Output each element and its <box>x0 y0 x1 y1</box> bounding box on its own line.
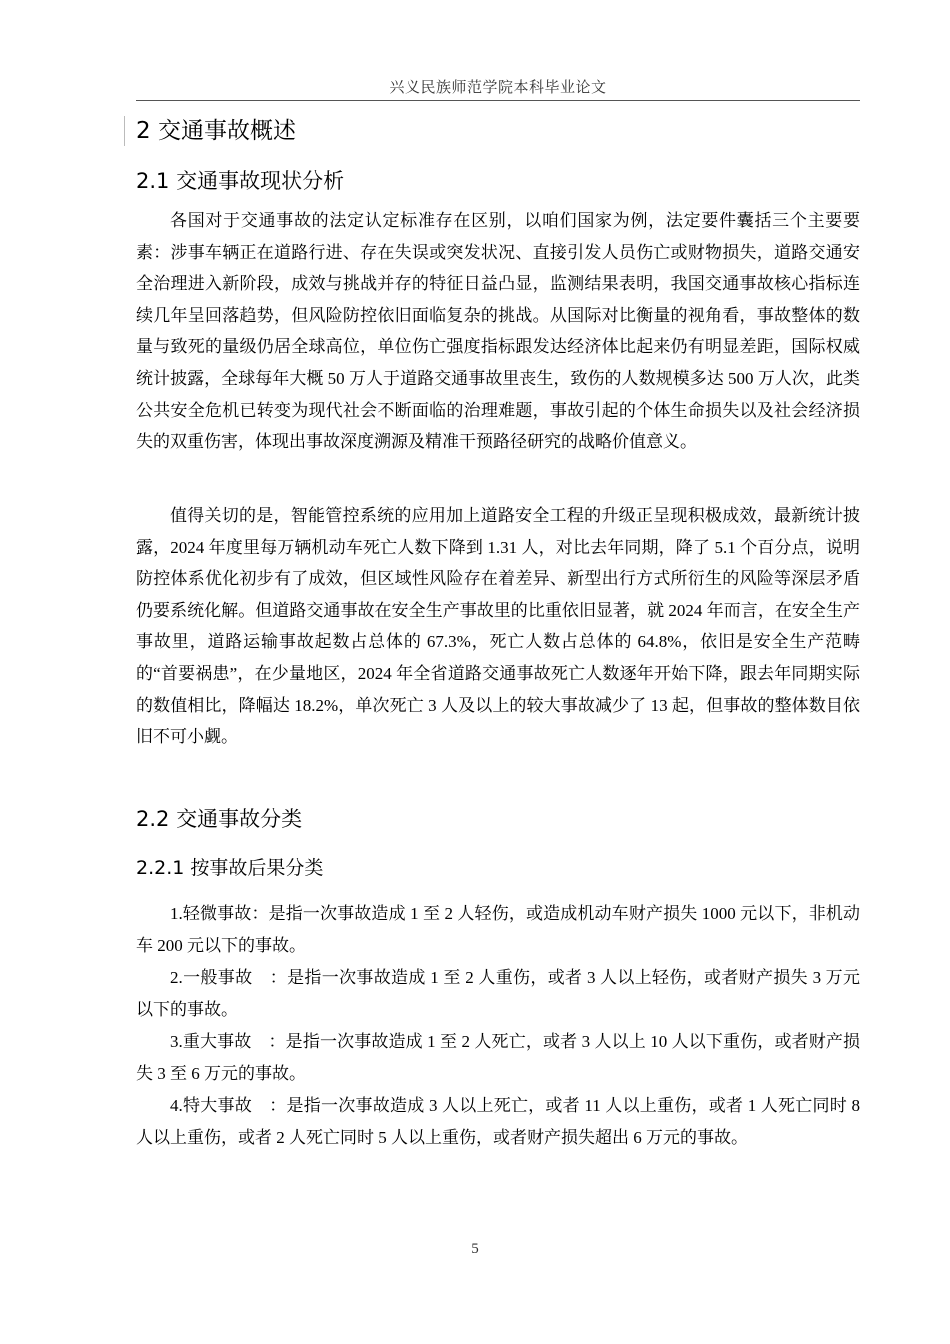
subsection-heading-2-2-1: 2.2.1 按事故后果分类 <box>136 857 324 879</box>
section-heading-2-1: 2.1 交通事故现状分析 <box>136 169 345 193</box>
list-item-severe-accident: 4.特大事故 ：是指一次事故造成 3 人以上死亡，或者 11 人以上重伤，或者 1 人死亡同时 8 人以上重伤，或者 2 人死亡同时 5 人以上重伤，或者财产损失超出 6 万元的事故。 <box>136 1096 860 1148</box>
section-heading-2-2: 2.2 交通事故分类 <box>136 807 303 831</box>
text-boundary-marker <box>124 116 125 146</box>
list-item-general-accident: 2.一般事故 ：是指一次事故造成 1 至 2 人重伤，或者 3 人以上轻伤，或者财产损失 3 万元以下的事故。 <box>136 968 860 1020</box>
running-header: 兴义民族师范学院本科毕业论文 <box>389 80 607 96</box>
chapter-heading: 2 交通事故概述 <box>136 118 296 144</box>
paragraph-status-1: 各国对于交通事故的法定认定标准存在区别，以咱们国家为例，法定要件囊括三个主要要素：涉事车辆正在道路行进、存在失误或突发状况、直接引发人员伤亡或财物损失，道路交通安全治理进入新阶段，成效与挑战并存的特征日益凸显，监测结果表明，我国交通事故核心指标连续几年呈回落趋势，但风险防控依旧面临复杂的挑战。从国际对比衡量的视角看，事故整体的数量与致死的量级仍居全球高位，单位伤亡强度指标跟发达经济体比起来仍有明显差距，国际权威统计披露，全球每年大概 50 万人于道路交通事故里丧生，致伤的人数规模多达 500 万人次，此类公共安全危机已转变为现代社会不断面临的治理难题，事故引起的个体生命损失以及社会经济损失的双重伤害，体现出事故深度溯源及精准干预路径研究的战略价值意义。 <box>136 211 860 452</box>
page-number: 5 <box>471 1241 479 1257</box>
list-item-minor-accident: 1.轻微事故：是指一次事故造成 1 至 2 人轻伤，或造成机动车财产损失 1000 元以下，非机动车 200 元以下的事故。 <box>136 904 860 956</box>
list-item-major-accident: 3.重大事故 ：是指一次事故造成 1 至 2 人死亡，或者 3 人以上 10 人以下重伤，或者财产损失 3 至 6 万元的事故。 <box>136 1032 860 1084</box>
paragraph-status-2: 值得关切的是，智能管控系统的应用加上道路安全工程的升级正呈现积极成效，最新统计披露，2024 年度里每万辆机动车死亡人数下降到 1.31 人，对比去年同期，降了 5.1 个百分点，说明防控体系优化初步有了成效，但区域性风险存在着差异、新型出行方式所衍生的风险等深层矛盾仍要系统化解。但道路交通事故在安全生产事故里的比重依旧显著，就 2024 年而言，在安全生产事故里，道路运输事故起数占总体的 67.3%，死亡人数占总体的 64.8%，依旧是安全生产范畴的“首要祸患”，在少量地区，2024 年全省道路交通事故死亡人数逐年开始下降，跟去年同期实际的数值相比，降幅达 18.2%，单次死亡 3 人及以上的较大事故减少了 13 起，但事故的整体数目依旧不可小觑。 <box>136 506 860 747</box>
header-rule <box>136 100 860 101</box>
